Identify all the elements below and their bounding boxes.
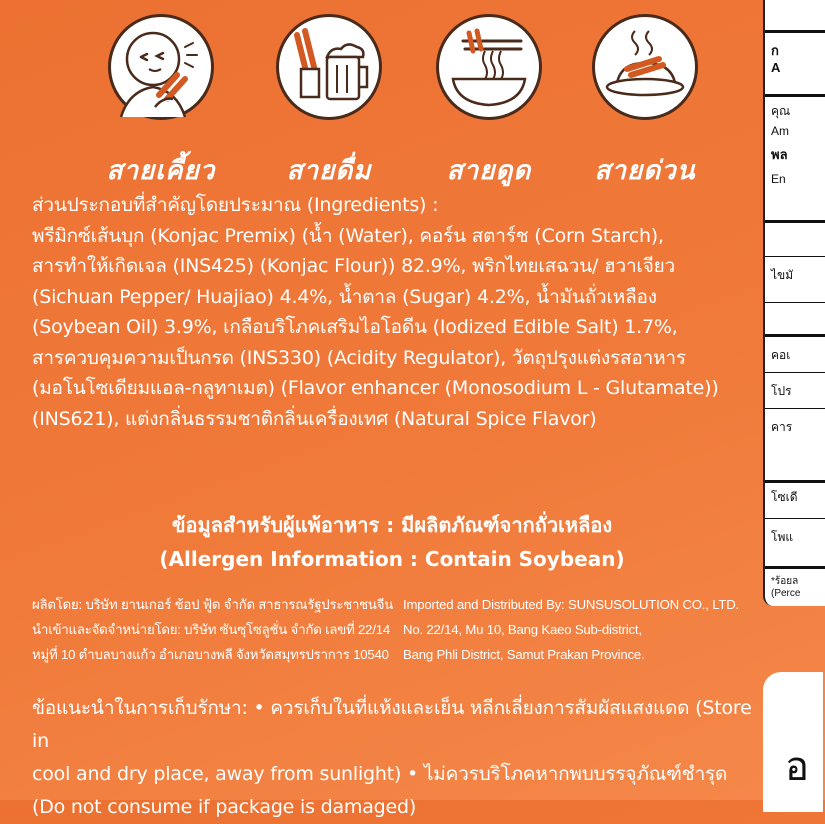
beer-mug-icon <box>276 14 382 120</box>
side-fragment: Am <box>771 124 789 138</box>
side-fragment: คาร <box>771 420 793 434</box>
ingredients-line: (มอโนโซเดียมแอล-กลูทาเมต) (Flavor enhancer (Monosodium L - Glutamate)) <box>32 377 719 399</box>
distributor-line: Imported and Distributed By: SUNSUSOLUTION CO., LTD. <box>403 597 739 612</box>
caption-hurry: สายด่วน <box>594 156 696 186</box>
caption-drinking: สายดื่ม <box>286 156 372 186</box>
allergen-thai: ข้อมูลสำหรับผู้แพ้อาหาร : มีผลิตภัณฑ์จากถั่วเหลือง <box>171 513 613 537</box>
side-fragment: A <box>771 60 781 75</box>
distributor-english <box>403 592 753 667</box>
ingredients-block <box>32 190 752 434</box>
side-fragment: คุณ <box>771 104 791 118</box>
tab-fragment: อ <box>785 745 810 789</box>
ingredients-line: (Soybean Oil) 3.9%, เกลือบริโภคเสริมไอโอดีน (Iodized Edible Salt) 1.7%, <box>32 316 678 338</box>
cropped-label-tab <box>763 672 823 812</box>
ingredients-line: พรีมิกซ์เส้นบุก (Konjac Premix) (น้ำ (Water), คอร์น สตาร์ช (Corn Starch), <box>32 224 664 247</box>
caption-slurping: สายดูด <box>446 156 532 186</box>
ingredients-line: สารควบคุมความเป็นกรด (INS330) (Acidity Regulator), วัตถุปรุงแต่งรสอาหาร <box>32 346 686 369</box>
manufacturer-line: หมู่ที่ 10 ตำบลบางแก้ว อำเภอบางพลี จังหวัดสมุทรปราการ 10540 <box>32 647 389 662</box>
storage-line: cool and dry place, away from sunlight) • ไม่ควรบริโภคหากพบบรรจุภัณฑ์ชำรุด <box>32 763 728 785</box>
side-fragment: (Perce <box>771 588 801 599</box>
side-fragment: En <box>771 172 786 186</box>
usage-icons-row <box>100 8 740 186</box>
storage-line: (Do not consume if package is damaged) <box>32 796 417 818</box>
storage-line: ข้อแนะนำในการเก็บรักษา: • ควรเก็บในที่แห้งและเย็น หลีกเลี่ยงการสัมผัสแสงแดด (Store in <box>32 697 752 752</box>
side-fragment: ก <box>771 43 779 58</box>
manufacturer-thai <box>32 592 402 667</box>
allergen-info <box>32 508 752 576</box>
snacking-person-icon <box>108 14 214 120</box>
ingredients-line: สารทำให้เกิดเจล (INS425) (Konjac Flour)) 82.9%, พริกไทยเสฉวน/ ฮวาเจียว <box>32 255 676 277</box>
side-fragment: โซเดี <box>771 490 798 504</box>
ingredients-line: (Sichuan Pepper/ Huajiao) 4.4%, น้ำตาล (Sugar) 4.2%, น้ำมันถั่วเหลือง <box>32 285 657 308</box>
caption-snacking: สายเคี้ยว <box>106 156 216 186</box>
ingredients-heading: ส่วนประกอบที่สำคัญโดยประมาณ (Ingredients) : <box>32 194 439 216</box>
side-fragment: โพแ <box>771 530 794 544</box>
allergen-english: (Allergen Information : Contain Soybean) <box>159 547 625 571</box>
distributor-line: Bang Phli District, Samut Prakan Province. <box>403 647 645 662</box>
side-fragment: คอเ <box>771 348 791 362</box>
manufacturer-line: นำเข้าและจัดจำหน่ายโดย: บริษัท ซันซุโซลูชั่น จำกัด เลขที่ 22/14 <box>32 622 391 637</box>
storage-instructions <box>32 692 757 824</box>
manufacturer-line: ผลิตโดย: บริษัท ยานเกอร์ ช้อป ฟู้ด จำกัด สาธารณรัฐประชาชนจีน <box>32 597 394 612</box>
noodle-bowl-icon <box>436 14 542 120</box>
distributor-line: No. 22/14, Mu 10, Bang Kaeo Sub-district, <box>403 622 642 637</box>
rice-plate-icon <box>592 14 698 120</box>
side-fragment: *ร้อยล <box>771 576 799 587</box>
nutrition-panel-cropped <box>763 0 825 606</box>
side-fragment: ไขมั <box>771 268 794 282</box>
ingredients-line: (INS621), แต่งกลิ่นธรรมชาติกลิ่นเครื่องเทศ (Natural Spice Flavor) <box>32 407 597 430</box>
side-fragment: พล <box>771 147 788 162</box>
side-fragment: โปร <box>771 384 792 398</box>
